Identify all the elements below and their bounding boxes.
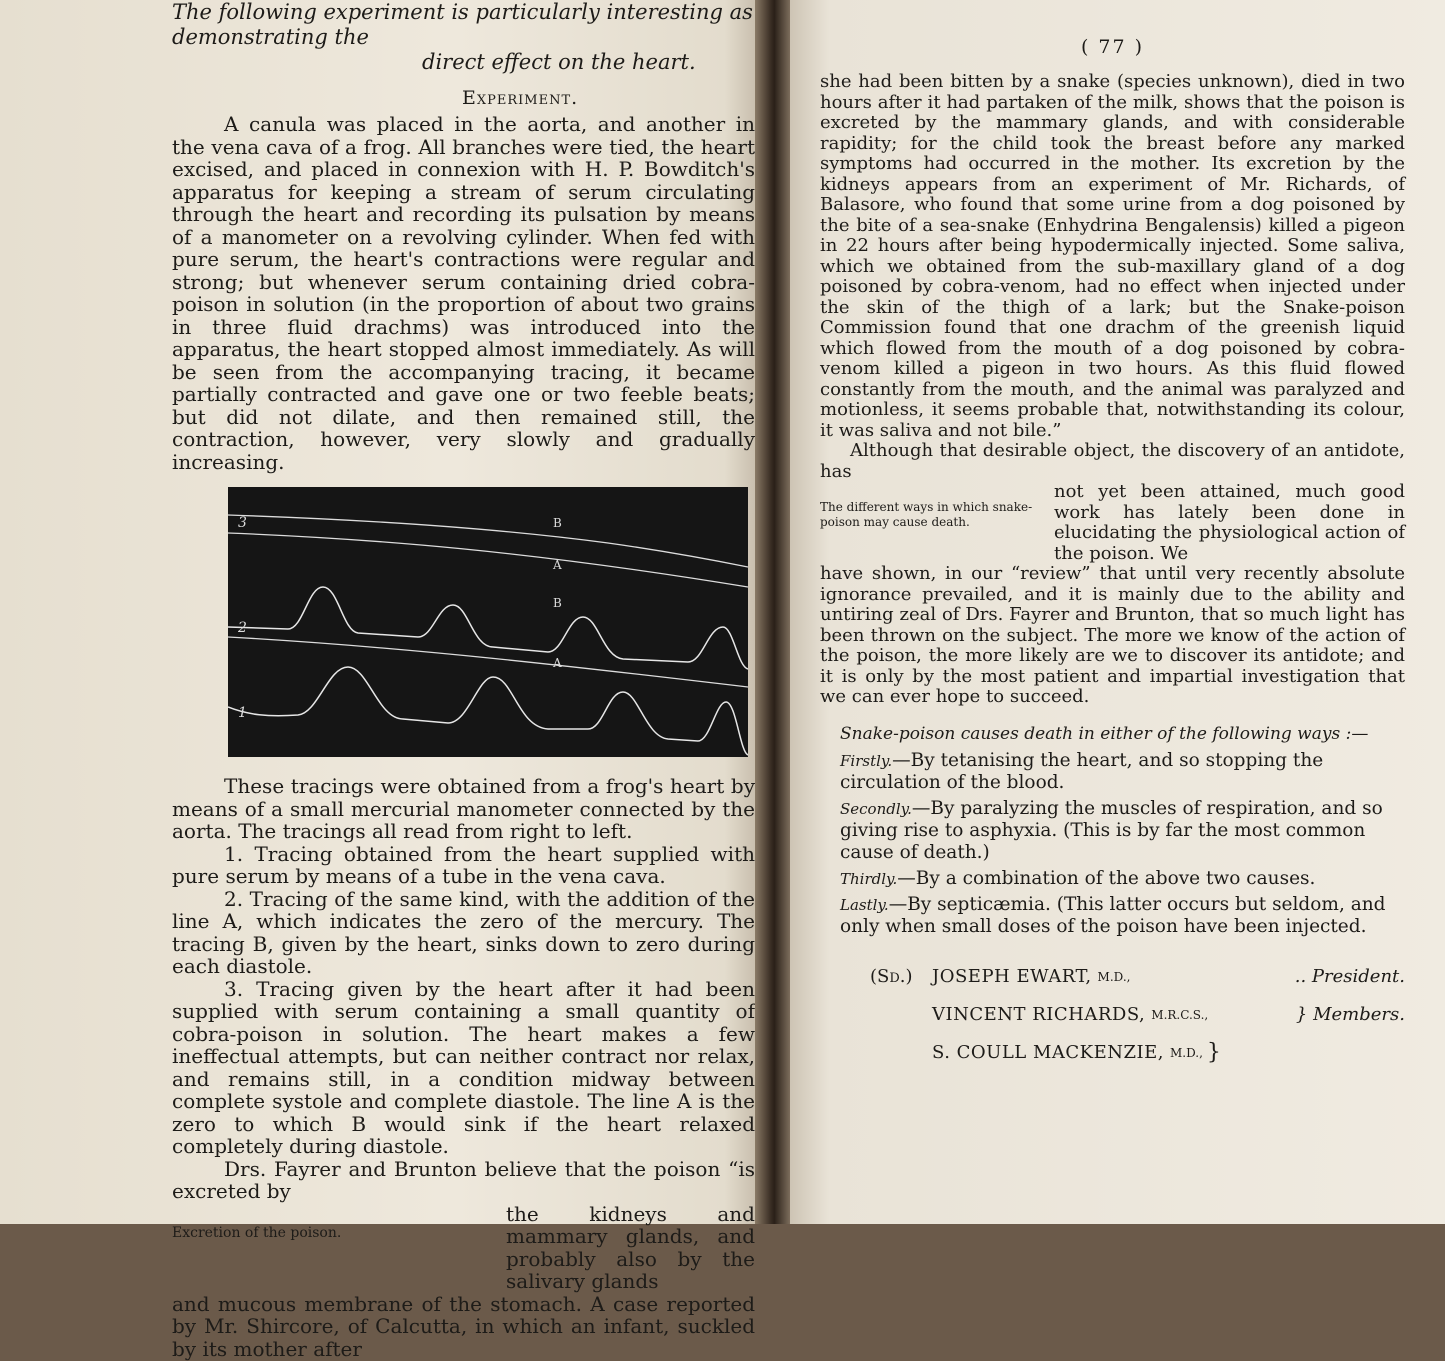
mark-b-upper: B [553,516,562,530]
tracing-item-3: 3. Tracing given by the heart after it had been supplied with serum containing a small quantity of cobra-poison in solution. The heart makes a few ineffectual attempts, but can neither contract nor relax, and remains still, in a condition midway between complete systole and complete diastole. The line A is the zero to which B would sink if the heart relaxed completely during diastole. [172,976,755,1158]
way-text: —By septicæmia. (This latter occurs but seldom, and only when small doses of the poison have been injected. [840,893,1386,937]
way-item-secondly [840,798,1405,864]
signatory-name-3: S. COULL MACKENZIE, [932,1042,1164,1063]
experiment-paragraph: A canula was placed in the aorta, and another in the vena cava of a frog. All branches were tied, the heart excised, and placed in connexion with H. P. Bowditch's apparatus for keeping a stream of serum circulating through the heart and recording its pulsation by means of a manometer on a revolving cylinder. When fed with pure serum, the heart's contractions were regular and strong; but whenever serum containing dried cobra-poison in solution (in the proportion of about two grains in three fluid drachms) was introduced into the apparatus, the heart stopped almost immediately. As will be seen from the accompanying tracing, it became partially contracted and gave one or two feeble beats; but did not dilate, and then remained still, the contraction, however, very slowly and gradually increasing. [172,112,755,474]
way-item-thirdly [840,868,1405,890]
way-item-lastly [840,894,1405,938]
trace-3-label: 3 [238,515,247,531]
antidote-margin-row [820,482,1405,564]
excretion-margin-text: the kidneys and mammary glands, and probably also by the salivary glands [506,1201,755,1293]
way-label: Lastly. [840,895,889,914]
antidote-continued: have shown, in our “review” that until very recently absolute ignorance prevailed, and it is mainly due to the ability and untiring zeal of Drs. Fayrer and Brunton, that so much light has been thrown on the subject. The more we know of the action of the poison, the more likely are we to discover its antidote; and it is only by the most patient and impartial investigation that we can ever hope to succeed. [820,563,1405,707]
signatory-degree-2: M.R.C.S., [1151,1007,1209,1022]
signature-block [820,960,1405,1070]
mark-a-upper: A [553,558,562,572]
ways-heading: Snake-poison causes death in either of the following ways :— [840,723,1369,744]
signature-row-2 [820,998,1405,1032]
sd-mark: (Sd.) [870,966,913,987]
signature-row-3 [820,1036,1405,1070]
signature-row-1 [820,960,1405,994]
excretion-continued: and mucous membrane of the stomach. A case reported by Mr. Shircore, of Calcutta, in which an infant, suckled by its mother after [172,1291,755,1361]
antidote-intro: Although that desirable object, the discovery of an antidote, has [820,440,1405,482]
tracing-item-1: 1. Tracing obtained from the heart supplied with pure serum by means of a tube in the vena cava. [172,841,755,888]
way-text: —By a combination of the above two causes. [897,867,1316,889]
experiment-heading: Experiment. [462,87,579,109]
way-label: Thirdly. [840,869,898,888]
excretion-margin-row [172,1203,755,1293]
intro-line-1: The following experiment is particularly interesting as demonstrating the [172,0,753,49]
page-number: ( 77 ) [1080,36,1145,58]
tracings-paragraph: These tracings were obtained from a frog's heart by means of a small mercurial manometer connected by the aorta. The tracings all read from right to left. [172,774,755,843]
trace-1-label: 1 [238,705,247,721]
mark-a-lower: A [553,656,562,670]
tracing-svg [228,487,748,757]
way-item-firstly [840,750,1405,794]
right-page [790,0,1445,1224]
antidote-margin-text: not yet been attained, much good work has lately been done in elucidating the physiological action of the poison. We [1054,481,1405,564]
members-brace: } [1206,1040,1221,1065]
antidote-margin-note: The different ways in which snake-poison may cause death. [820,500,1033,529]
continued-paragraph: she had been bitten by a snake (species unknown), died in two hours after it had partaken of the milk, shows that the poison is excreted by the mammary glands, and with considerable rapidity; for the child took the breast before any marked symptoms had occurred in the mother. Its excretion by the kidneys appears from an experiment of Mr. Richards, of Balasore, who found that some urine from a dog poisoned by the bite of a sea-snake (Enhydrina Bengalensis) killed a pigeon in 22 hours after being hypodermically injected. Some saliva, which we obtained from the sub-maxillary gland of a dog poisoned by cobra-venom, had no effect when injected under the skin of the thigh of a lark; but the Snake-poison Commission found that one drachm of the greenish liquid which flowed from the mouth of a dog poisoned by cobra-venom killed a pigeon in two hours. As this fluid flowed constantly from the mouth, and the animal was paralyzed and motionless, it seems probable that, notwithstanding its colour, it was saliva and not bile.” [820,71,1405,441]
heart-tracing-figure [228,487,748,757]
way-label: Firstly. [840,751,893,770]
excretion-margin-note: Excretion of the poison. [172,1224,342,1241]
way-label: Secondly. [840,799,912,818]
signatory-name-1: JOSEPH EWART, [932,966,1092,987]
signatory-role-1: .. President. [1294,966,1405,987]
signatory-name-2: VINCENT RICHARDS, [932,1004,1146,1025]
intro-line-2: direct effect on the heart. [422,50,696,74]
way-text: —By tetanising the heart, and so stopping the circulation of the blood. [840,749,1324,793]
way-text: —By paralyzing the muscles of respiration, and so giving rise to asphyxia. (This is by far the most common cause of death.) [840,797,1383,863]
signatory-degree-1: M.D., [1097,969,1131,984]
mark-b-lower: B [553,596,562,610]
tracing-item-2: 2. Tracing of the same kind, with the addition of the line A, which indicates the zero of the mercury. The tracing B, given by the heart, sinks down to zero during each diastole. [172,886,755,978]
signatory-degree-3: M.D., [1169,1045,1203,1060]
book-gutter [755,0,790,1224]
trace-2-label: 2 [238,620,247,636]
figure-background [228,487,748,757]
signatory-role-2: } Members. [1295,1004,1405,1025]
excretion-intro: Drs. Fayrer and Brunton believe that the poison “is excreted by [172,1156,755,1203]
